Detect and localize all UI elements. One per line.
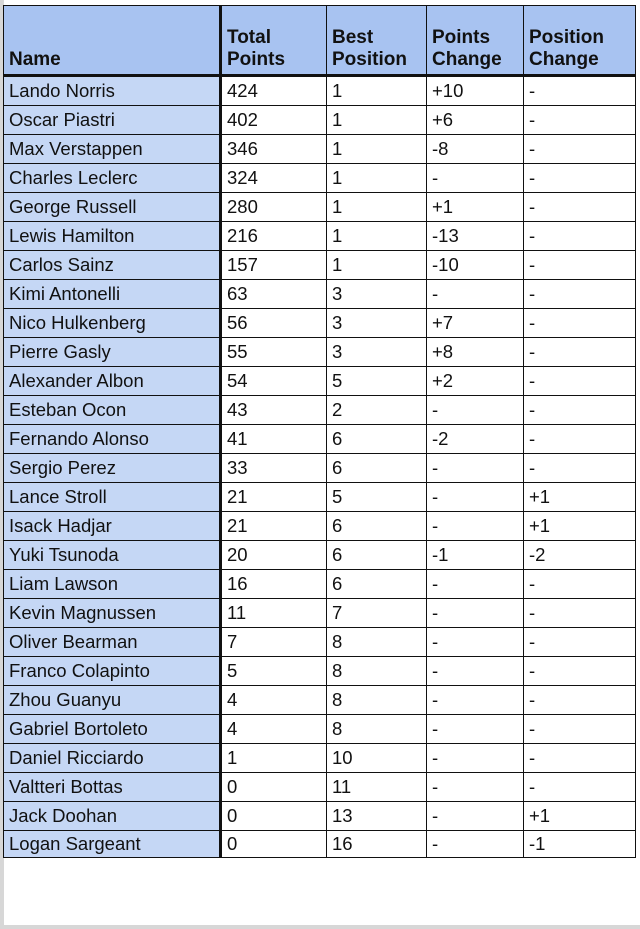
cell-points-change[interactable]: - — [427, 280, 524, 309]
cell-total-points[interactable]: 4 — [221, 686, 327, 715]
cell-points-change[interactable]: -2 — [427, 425, 524, 454]
cell-total-points[interactable]: 63 — [221, 280, 327, 309]
cell-points-change[interactable]: - — [427, 831, 524, 858]
cell-position-change[interactable]: -1 — [524, 831, 636, 858]
cell-name[interactable]: Carlos Sainz — [4, 251, 221, 280]
cell-points-change[interactable]: - — [427, 570, 524, 599]
cell-total-points[interactable]: 424 — [221, 76, 327, 106]
cell-position-change[interactable]: - — [524, 425, 636, 454]
cell-position-change[interactable]: - — [524, 454, 636, 483]
cell-total-points[interactable]: 4 — [221, 715, 327, 744]
cell-name[interactable]: Charles Leclerc — [4, 164, 221, 193]
table-row — [4, 541, 636, 570]
cell-points-change[interactable]: - — [427, 686, 524, 715]
cell-points-change[interactable]: - — [427, 512, 524, 541]
cell-position-change[interactable]: - — [524, 628, 636, 657]
cell-name[interactable]: Lance Stroll — [4, 483, 221, 512]
cell-best-position[interactable]: 6 — [327, 425, 427, 454]
cell-points-change[interactable]: -1 — [427, 541, 524, 570]
cell-total-points[interactable]: 33 — [221, 454, 327, 483]
cell-name[interactable]: Kimi Antonelli — [4, 280, 221, 309]
cell-points-change[interactable]: -8 — [427, 135, 524, 164]
cell-best-position[interactable]: 8 — [327, 657, 427, 686]
cell-points-change[interactable]: - — [427, 164, 524, 193]
table-row — [4, 570, 636, 599]
cell-name[interactable]: Yuki Tsunoda — [4, 541, 221, 570]
cell-position-change[interactable]: - — [524, 570, 636, 599]
table-body — [4, 76, 636, 858]
cell-total-points[interactable]: 280 — [221, 193, 327, 222]
cell-points-change[interactable]: +8 — [427, 338, 524, 367]
cell-total-points[interactable]: 0 — [221, 802, 327, 831]
cell-best-position[interactable]: 1 — [327, 135, 427, 164]
cell-points-change[interactable]: +10 — [427, 76, 524, 106]
header-best-position[interactable]: Best Position — [327, 6, 427, 76]
cell-best-position[interactable]: 8 — [327, 686, 427, 715]
table-row — [4, 280, 636, 309]
cell-total-points[interactable]: 0 — [221, 831, 327, 858]
cell-name[interactable]: Zhou Guanyu — [4, 686, 221, 715]
cell-best-position[interactable]: 11 — [327, 773, 427, 802]
cell-name[interactable]: Isack Hadjar — [4, 512, 221, 541]
cell-position-change[interactable]: - — [524, 744, 636, 773]
cell-total-points[interactable]: 402 — [221, 106, 327, 135]
cell-total-points[interactable]: 346 — [221, 135, 327, 164]
table-row — [4, 715, 636, 744]
table-row — [4, 628, 636, 657]
table-row — [4, 222, 636, 251]
cell-position-change[interactable]: - — [524, 338, 636, 367]
cell-total-points[interactable]: 216 — [221, 222, 327, 251]
cell-position-change[interactable]: - — [524, 396, 636, 425]
cell-total-points[interactable]: 21 — [221, 483, 327, 512]
cell-name[interactable]: Nico Hulkenberg — [4, 309, 221, 338]
cell-position-change[interactable]: - — [524, 106, 636, 135]
table-row — [4, 338, 636, 367]
cell-total-points[interactable]: 324 — [221, 164, 327, 193]
cell-total-points[interactable]: 41 — [221, 425, 327, 454]
table-row — [4, 396, 636, 425]
cell-name[interactable]: Kevin Magnussen — [4, 599, 221, 628]
cell-points-change[interactable]: +6 — [427, 106, 524, 135]
cell-points-change[interactable]: - — [427, 744, 524, 773]
cell-best-position[interactable]: 6 — [327, 454, 427, 483]
cell-best-position[interactable]: 3 — [327, 338, 427, 367]
cell-total-points[interactable]: 20 — [221, 541, 327, 570]
cell-position-change[interactable]: - — [524, 657, 636, 686]
cell-position-change[interactable]: - — [524, 280, 636, 309]
table-row — [4, 831, 636, 858]
cell-position-change[interactable]: - — [524, 309, 636, 338]
cell-best-position[interactable]: 8 — [327, 628, 427, 657]
cell-total-points[interactable]: 7 — [221, 628, 327, 657]
header-total-points[interactable]: Total Points — [221, 6, 327, 76]
cell-points-change[interactable]: +2 — [427, 367, 524, 396]
table-row — [4, 454, 636, 483]
table-row — [4, 773, 636, 802]
cell-name[interactable]: Alexander Albon — [4, 367, 221, 396]
cell-name[interactable]: Lando Norris — [4, 76, 221, 106]
cell-points-change[interactable]: +7 — [427, 309, 524, 338]
header-name[interactable]: Name — [4, 6, 221, 76]
cell-points-change[interactable]: - — [427, 773, 524, 802]
table-row — [4, 599, 636, 628]
cell-position-change[interactable]: - — [524, 773, 636, 802]
cell-name[interactable]: George Russell — [4, 193, 221, 222]
cell-total-points[interactable]: 56 — [221, 309, 327, 338]
table-row — [4, 367, 636, 396]
table-row — [4, 512, 636, 541]
cell-points-change[interactable]: - — [427, 599, 524, 628]
cell-total-points[interactable]: 5 — [221, 657, 327, 686]
table-row — [4, 309, 636, 338]
cell-position-change[interactable]: - — [524, 686, 636, 715]
cell-best-position[interactable]: 6 — [327, 541, 427, 570]
cell-total-points[interactable]: 0 — [221, 773, 327, 802]
cell-total-points[interactable]: 21 — [221, 512, 327, 541]
cell-total-points[interactable]: 55 — [221, 338, 327, 367]
table-row — [4, 744, 636, 773]
cell-best-position[interactable]: 16 — [327, 831, 427, 858]
cell-name[interactable]: Logan Sargeant — [4, 831, 221, 858]
cell-total-points[interactable]: 1 — [221, 744, 327, 773]
cell-position-change[interactable]: - — [524, 367, 636, 396]
cell-best-position[interactable]: 3 — [327, 309, 427, 338]
table-row — [4, 657, 636, 686]
cell-best-position[interactable]: 8 — [327, 715, 427, 744]
cell-name[interactable]: Max Verstappen — [4, 135, 221, 164]
cell-position-change[interactable]: +1 — [524, 802, 636, 831]
standings-table — [3, 5, 636, 858]
cell-name[interactable]: Valtteri Bottas — [4, 773, 221, 802]
cell-points-change[interactable]: - — [427, 715, 524, 744]
table-row — [4, 483, 636, 512]
cell-best-position[interactable]: 1 — [327, 251, 427, 280]
cell-name[interactable]: Oliver Bearman — [4, 628, 221, 657]
cell-name[interactable]: Fernando Alonso — [4, 425, 221, 454]
cell-points-change[interactable]: - — [427, 454, 524, 483]
table-row — [4, 251, 636, 280]
table-row — [4, 135, 636, 164]
cell-best-position[interactable]: 1 — [327, 164, 427, 193]
cell-best-position[interactable]: 7 — [327, 599, 427, 628]
cell-position-change[interactable]: - — [524, 135, 636, 164]
cell-total-points[interactable]: 157 — [221, 251, 327, 280]
cell-position-change[interactable]: - — [524, 251, 636, 280]
cell-points-change[interactable]: - — [427, 483, 524, 512]
cell-name[interactable]: Oscar Piastri — [4, 106, 221, 135]
cell-position-change[interactable]: +1 — [524, 483, 636, 512]
cell-best-position[interactable]: 1 — [327, 193, 427, 222]
cell-total-points[interactable]: 54 — [221, 367, 327, 396]
cell-best-position[interactable]: 2 — [327, 396, 427, 425]
cell-position-change[interactable]: - — [524, 222, 636, 251]
cell-name[interactable]: Sergio Perez — [4, 454, 221, 483]
cell-name[interactable]: Esteban Ocon — [4, 396, 221, 425]
cell-best-position[interactable]: 5 — [327, 367, 427, 396]
cell-position-change[interactable]: +1 — [524, 512, 636, 541]
cell-best-position[interactable]: 6 — [327, 570, 427, 599]
cell-position-change[interactable]: - — [524, 599, 636, 628]
cell-name[interactable]: Franco Colapinto — [4, 657, 221, 686]
cell-name[interactable]: Daniel Ricciardo — [4, 744, 221, 773]
table-row — [4, 425, 636, 454]
cell-total-points[interactable]: 43 — [221, 396, 327, 425]
cell-total-points[interactable]: 16 — [221, 570, 327, 599]
header-position-change[interactable]: Position Change — [524, 6, 636, 76]
cell-points-change[interactable]: - — [427, 657, 524, 686]
cell-name[interactable]: Liam Lawson — [4, 570, 221, 599]
header-points-change[interactable]: Points Change — [427, 6, 524, 76]
cell-points-change[interactable]: - — [427, 628, 524, 657]
cell-position-change[interactable]: - — [524, 715, 636, 744]
cell-name[interactable]: Gabriel Bortoleto — [4, 715, 221, 744]
table-row — [4, 76, 636, 106]
cell-points-change[interactable]: -13 — [427, 222, 524, 251]
cell-position-change[interactable]: - — [524, 76, 636, 106]
cell-points-change[interactable]: +1 — [427, 193, 524, 222]
cell-position-change[interactable]: -2 — [524, 541, 636, 570]
table-row — [4, 802, 636, 831]
table-row — [4, 686, 636, 715]
cell-total-points[interactable]: 11 — [221, 599, 327, 628]
cell-points-change[interactable]: -10 — [427, 251, 524, 280]
cell-points-change[interactable]: - — [427, 802, 524, 831]
cell-best-position[interactable]: 5 — [327, 483, 427, 512]
cell-position-change[interactable]: - — [524, 193, 636, 222]
cell-name[interactable]: Jack Doohan — [4, 802, 221, 831]
cell-best-position[interactable]: 1 — [327, 106, 427, 135]
cell-points-change[interactable]: - — [427, 396, 524, 425]
cell-name[interactable]: Lewis Hamilton — [4, 222, 221, 251]
cell-best-position[interactable]: 1 — [327, 222, 427, 251]
cell-best-position[interactable]: 1 — [327, 76, 427, 106]
cell-best-position[interactable]: 6 — [327, 512, 427, 541]
table-row — [4, 193, 636, 222]
header-row — [4, 6, 636, 76]
cell-best-position[interactable]: 10 — [327, 744, 427, 773]
cell-name[interactable]: Pierre Gasly — [4, 338, 221, 367]
sheet-bottom-edge — [0, 925, 640, 929]
cell-best-position[interactable]: 13 — [327, 802, 427, 831]
cell-best-position[interactable]: 3 — [327, 280, 427, 309]
table-row — [4, 164, 636, 193]
table-row — [4, 106, 636, 135]
cell-position-change[interactable]: - — [524, 164, 636, 193]
